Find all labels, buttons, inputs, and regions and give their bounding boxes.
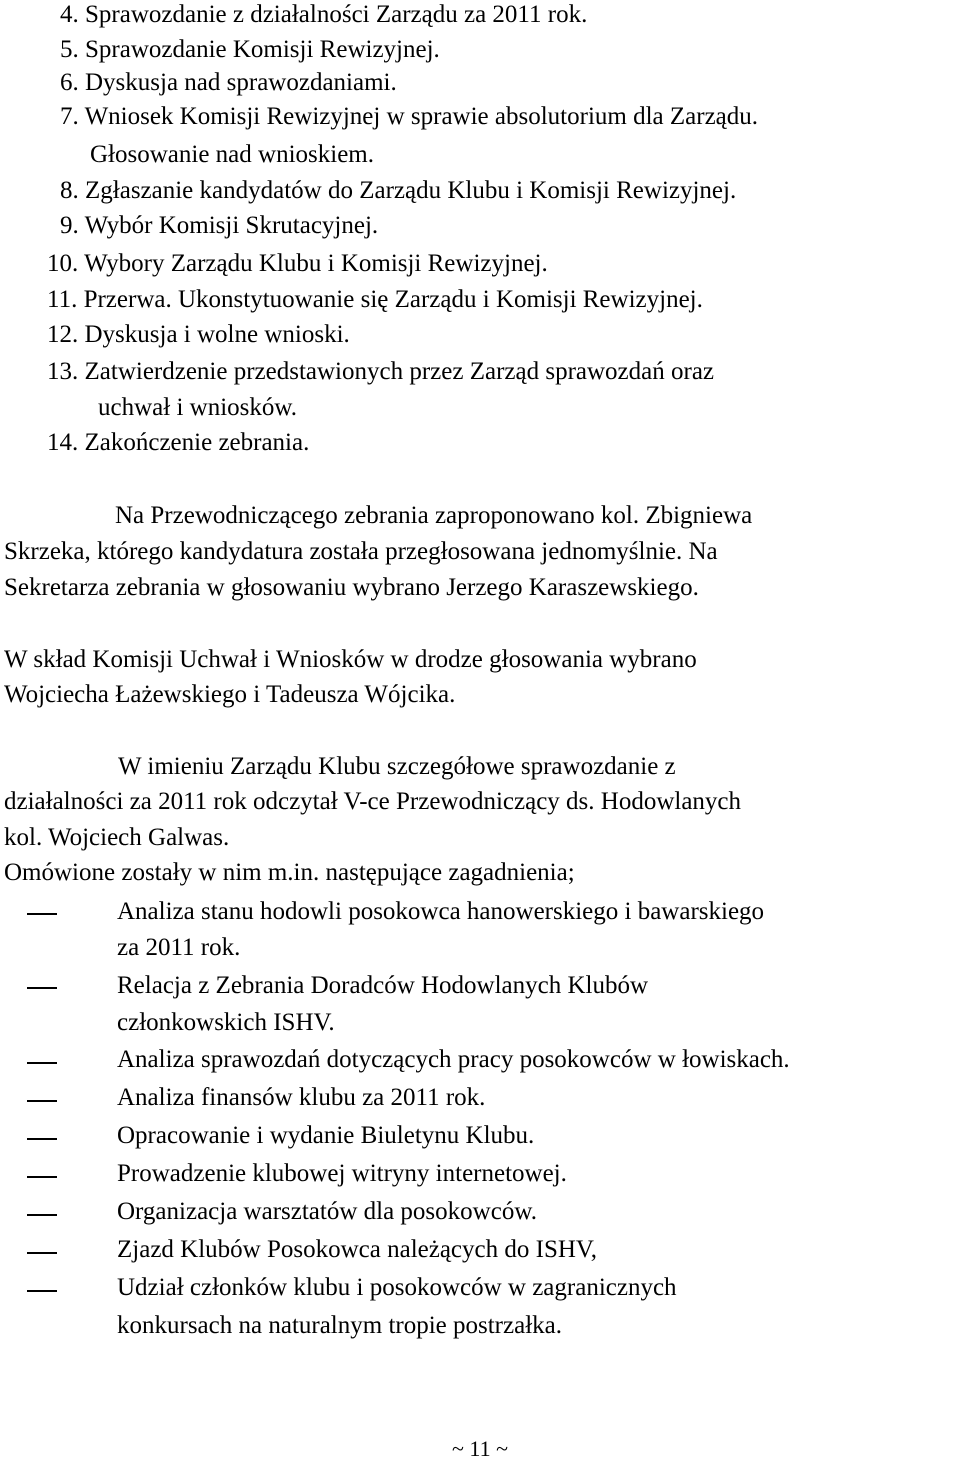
paragraph-line: W skład Komisji Uchwał i Wniosków w drodze głosowania wybrano: [4, 646, 697, 673]
paragraph-line: Sekretarza zebrania w głosowaniu wybrano Jerzego Karaszewskiego.: [4, 574, 699, 601]
paragraph-line: kol. Wojciech Galwas.: [4, 824, 230, 851]
agenda-item: 6. Dyskusja nad sprawozdaniami.: [60, 69, 397, 96]
agenda-item-continuation: uchwał i wniosków.: [98, 394, 298, 421]
paragraph-topics-intro: Omówione zostały w nim m.in. następujące zagadnienia;: [4, 859, 575, 886]
dash-bullet-icon: [27, 1176, 57, 1178]
agenda-item: 5. Sprawozdanie Komisji Rewizyjnej.: [60, 36, 440, 63]
dash-bullet-icon: [27, 1290, 57, 1292]
paragraph-line: Skrzeka, którego kandydatura została przegłosowana jednomyślnie. Na: [4, 538, 718, 565]
paragraph-line: Na Przewodniczącego zebrania zaproponowano kol. Zbigniewa: [115, 502, 753, 529]
paragraph-line: W imieniu Zarządu Klubu szczegółowe sprawozdanie z: [118, 753, 676, 780]
agenda-item: 7. Wniosek Komisji Rewizyjnej w sprawie absolutorium dla Zarządu.: [60, 103, 759, 130]
agenda-item: 4. Sprawozdanie z działalności Zarządu za 2011 rok.: [60, 1, 588, 28]
agenda-item: 8. Zgłaszanie kandydatów do Zarządu Klubu i Komisji Rewizyjnej.: [60, 177, 737, 204]
agenda-item: 11. Przerwa. Ukonstytuowanie się Zarządu i Komisji Rewizyjnej.: [47, 286, 703, 313]
dash-bullet-icon: [27, 1100, 57, 1102]
agenda-item: 10. Wybory Zarządu Klubu i Komisji Rewizyjnej.: [47, 250, 548, 277]
dash-bullet-icon: [27, 1252, 57, 1254]
agenda-item: 13. Zatwierdzenie przedstawionych przez Zarząd sprawozdań oraz: [47, 358, 715, 385]
agenda-item-continuation: Głosowanie nad wnioskiem.: [90, 141, 374, 168]
dash-bullet-icon: [27, 913, 57, 915]
dash-bullet-icon: [27, 987, 57, 989]
paragraph-line: działalności za 2011 rok odczytał V-ce Przewodniczący ds. Hodowlanych: [4, 788, 742, 815]
dash-bullet-icon: [27, 1138, 57, 1140]
page-number: ~ 11 ~: [452, 1436, 508, 1461]
agenda-item: 9. Wybór Komisji Skrutacyjnej.: [60, 212, 379, 239]
agenda-item: 12. Dyskusja i wolne wnioski.: [47, 321, 350, 348]
dash-bullet-icon: [27, 1062, 57, 1064]
agenda-item: 14. Zakończenie zebrania.: [47, 429, 310, 456]
paragraph-line: Wojciecha Łażewskiego i Tadeusza Wójcika.: [4, 681, 456, 708]
dash-bullet-icon: [27, 1214, 57, 1216]
